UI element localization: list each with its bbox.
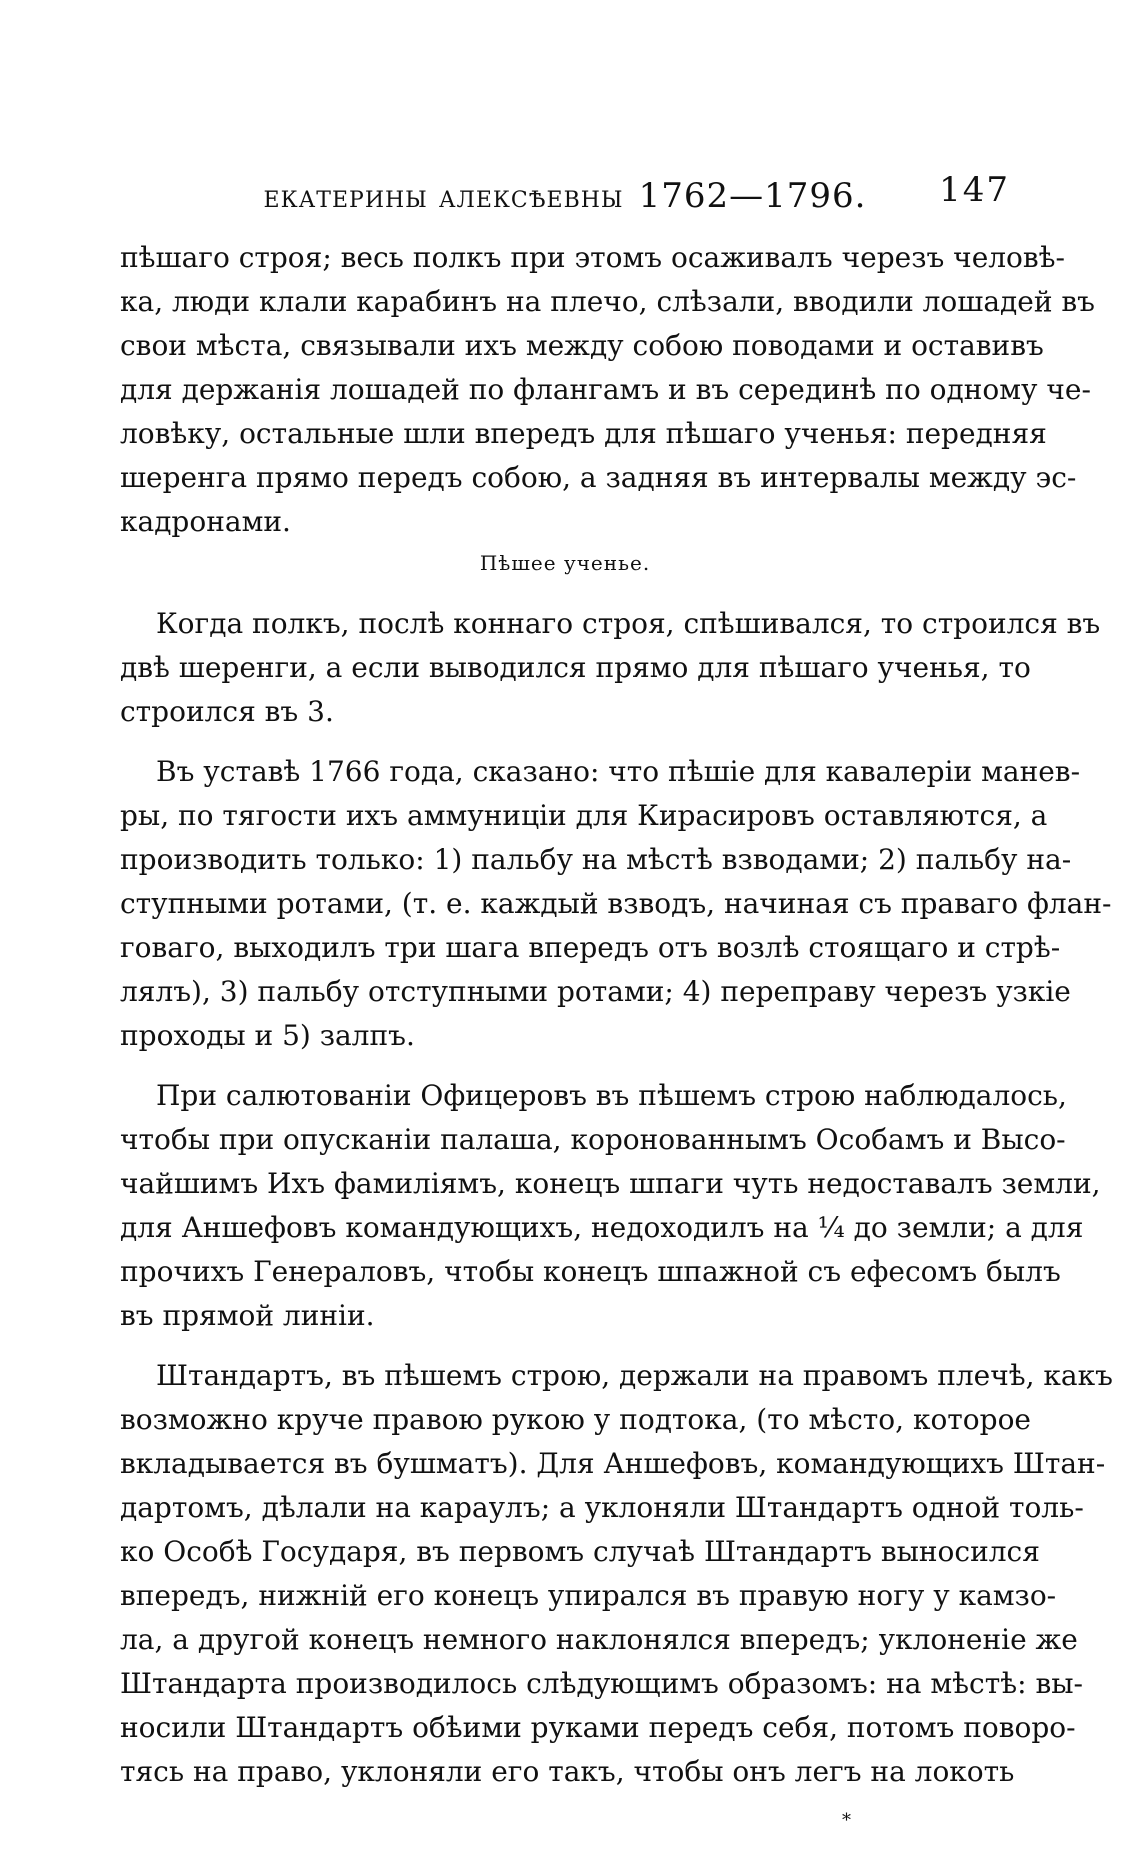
text-line: вкладывается въ бушматъ). Для Аншефовъ, командующихъ Штан- [120,1447,1106,1480]
text-line: проходы и 5) залпъ. [120,1019,415,1052]
text-line: впередъ, нижній его конецъ упирался въ правую ногу у камзо- [120,1579,1057,1612]
paragraph-gap [120,1058,1010,1074]
text-line: Штандарта производилось слѣдующимъ образомъ: на мѣстѣ: вы- [120,1667,1083,1700]
text-line: При салютованіи Офицеровъ въ пѣшемъ строю наблюдалось, [156,1079,1067,1112]
text-line: ловѣку, остальные шли впередъ для пѣшаго ученья: передняя [120,417,1047,450]
text-line: говаго, выходилъ три шага впередъ отъ возлѣ стоящаго и стрѣ- [120,931,1061,964]
text-line: кадронами. [120,505,291,538]
text-line: строился въ 3. [120,695,334,728]
text-line: прочихъ Генераловъ, чтобы конецъ шпажной съ ефесомъ былъ [120,1255,1061,1288]
text-line: ко Особѣ Государя, въ первомъ случаѣ Штандартъ выносился [120,1535,1040,1568]
text-line: для держанія лошадей по флангамъ и въ серединѣ по одному че- [120,373,1091,406]
page-number: 147 [939,170,1010,210]
text-line: Когда полкъ, послѣ коннаго строя, спѣшивался, то строился въ [156,607,1101,640]
text-line: Штандартъ, въ пѣшемъ строю, держали на правомъ плечѣ, какъ [156,1359,1113,1392]
text-line: ка, люди клали карабинъ на плечо, слѣзали, вводили лошадей въ [120,285,1095,318]
text-line: шеренга прямо передъ собою, а задняя въ интервалы между эс- [120,461,1077,494]
text-line: дартомъ, дѣлали на караулъ; а уклоняли Штандартъ одной толь- [120,1491,1084,1524]
paragraph-gap [120,1338,1010,1354]
text-line: возможно круче правою рукою у подтока, (то мѣсто, которое [120,1403,1031,1436]
running-title-name: ЕКАТЕРИНЫ АЛЕКСѢЕВНЫ [263,188,624,213]
text-line: ступными ротами, (т. е. каждый взводъ, начиная съ праваго флан- [120,887,1112,920]
paragraph-1 [120,236,1095,544]
text-line: Въ уставѣ 1766 года, сказано: что пѣшіе для кавалеріи манев- [156,755,1081,788]
text-line: пѣшаго строя; весь полкъ при этомъ осаживалъ черезъ человѣ- [120,241,1066,274]
running-head [120,170,1010,216]
paragraph-4 [120,1074,1101,1338]
text-line: въ прямой линіи. [120,1299,375,1332]
text-line: носили Штандартъ обѣими руками передъ себя, потомъ поворо- [120,1711,1076,1744]
paragraph-3 [120,750,1112,1058]
text-line: лялъ), 3) пальбу отступными ротами; 4) переправу черезъ узкіе [120,975,1071,1008]
text-line: чтобы при опусканіи палаша, коронованнымъ Особамъ и Высо- [120,1123,1066,1156]
text-line: двѣ шеренги, а если выводился прямо для пѣшаго ученья, то [120,651,1031,684]
running-title-years: 1762—1796. [638,176,867,216]
paragraph-2 [120,602,1101,734]
text-line: тясь на право, уклоняли его такъ, чтобы онъ легъ на локоть [120,1755,1015,1788]
paragraph-gap [120,734,1010,750]
running-title [120,176,1010,216]
text-line: чайшимъ Ихъ фамиліямъ, конецъ шпаги чуть недоставалъ земли, [120,1167,1101,1200]
text-line: для Аншефовъ командующихъ, недоходилъ на ¼ до земли; а для [120,1211,1084,1244]
body-text [120,236,1113,1794]
text-line: ры, по тягости ихъ аммуниціи для Кирасировъ оставляются, а [120,799,1048,832]
text-line: производить только: 1) пальбу на мѣстѣ взводами; 2) пальбу на- [120,843,1072,876]
section-heading: Пѣшее ученье. [479,551,651,575]
paragraph-5 [120,1354,1113,1794]
signature-mark: * [842,1810,851,1831]
text-line: ла, а другой конецъ немного наклонялся впередъ; уклоненіе же [120,1623,1078,1656]
text-line: свои мѣста, связывали ихъ между собою поводами и оставивъ [120,329,1044,362]
